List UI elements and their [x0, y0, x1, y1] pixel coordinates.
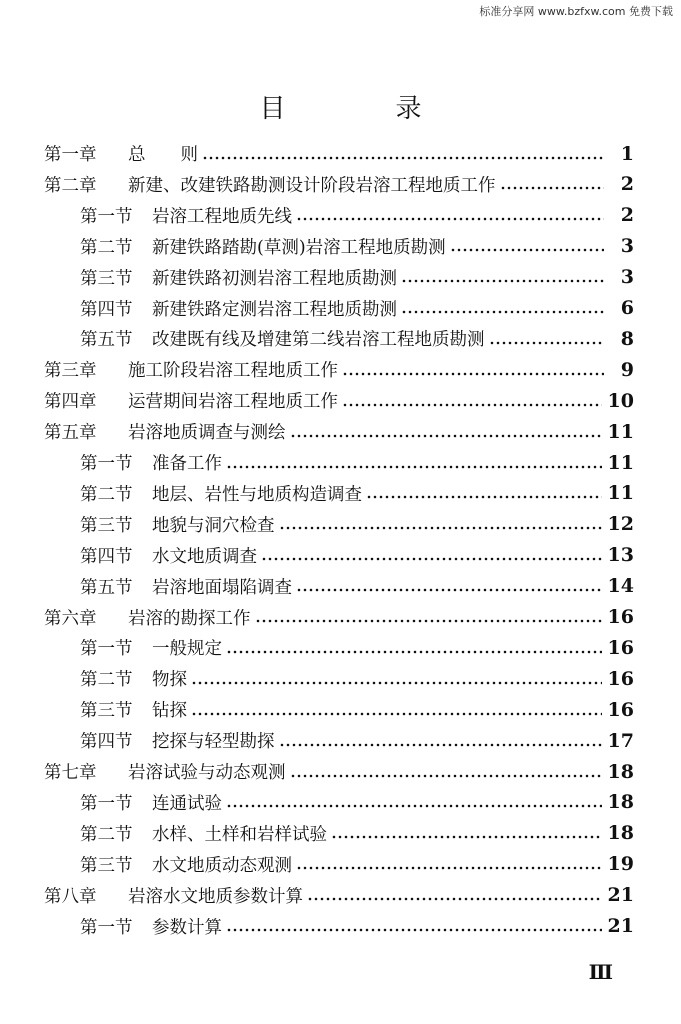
toc-entry-page: 9	[620, 358, 634, 381]
toc-entry-number: 第一节	[80, 206, 133, 227]
dot-leader	[279, 743, 602, 747]
toc-entry-label: 参数计算	[152, 917, 222, 938]
toc-entry-label: 挖探与轻型勘探	[152, 732, 275, 753]
toc-chapter-entry	[44, 138, 634, 169]
toc-section-entry	[80, 818, 634, 849]
dot-leader	[279, 526, 602, 530]
toc-section-entry	[80, 293, 634, 324]
toc-entry-page: 2	[620, 173, 634, 196]
dot-leader	[401, 310, 604, 314]
toc-entry-label: 地貌与洞穴检查	[152, 515, 275, 536]
toc-entry-number: 第四节	[80, 299, 133, 320]
toc-entry-number: 第一节	[80, 793, 133, 814]
toc-entry-number: 第二节	[80, 484, 133, 505]
toc-entry-number: 第二章	[44, 175, 97, 196]
toc-chapter-entry	[44, 385, 634, 416]
toc-entry-number: 第一章	[44, 145, 97, 165]
toc-section-entry	[80, 694, 634, 725]
table-of-contents	[0, 138, 681, 958]
toc-entry-page: 21	[607, 884, 634, 907]
dot-leader	[450, 248, 604, 252]
toc-section-entry	[80, 911, 634, 942]
toc-entry-label: 运营期间岩溶工程地质工作	[128, 392, 338, 413]
toc-entry-number: 第四节	[80, 546, 133, 567]
toc-entry-number: 第二节	[80, 824, 133, 845]
toc-entry-number: 第八章	[44, 886, 97, 907]
toc-entry-label: 岩溶水文地质参数计算	[128, 886, 303, 907]
toc-entry-label: 地层、岩性与地质构造调查	[152, 484, 362, 505]
toc-section-entry	[80, 571, 634, 602]
toc-entry-number: 第四章	[44, 392, 97, 413]
title-char-left: 目	[259, 94, 286, 124]
toc-section-entry	[80, 323, 634, 354]
toc-entry-page: 18	[607, 822, 634, 845]
toc-entry-page: 18	[607, 791, 634, 814]
toc-entry-page: 21	[607, 915, 634, 937]
dot-leader	[191, 712, 602, 716]
toc-entry-number: 第三节	[80, 855, 133, 876]
toc-entry-page: 2	[620, 204, 634, 227]
toc-section-entry	[80, 849, 634, 880]
toc-entry-number: 第四节	[80, 732, 133, 753]
toc-entry-page: 1	[620, 142, 634, 165]
toc-entry-number: 第五节	[80, 577, 133, 598]
toc-chapter-entry	[44, 169, 634, 200]
toc-section-entry	[80, 540, 634, 571]
toc-chapter-entry	[44, 756, 634, 787]
dot-leader	[296, 866, 602, 870]
dot-leader	[226, 650, 602, 654]
toc-entry-number: 第三节	[80, 515, 133, 536]
toc-chapter-entry	[44, 416, 634, 447]
toc-entry-label: 岩溶工程地质先线	[152, 206, 292, 227]
toc-section-entry	[80, 478, 634, 509]
dot-leader	[226, 465, 602, 469]
toc-entry-page: 16	[607, 636, 634, 659]
dot-leader	[191, 681, 602, 685]
toc-entry-label: 岩溶的勘探工作	[128, 608, 251, 629]
toc-entry-label: 水样、土样和岩样试验	[152, 824, 327, 845]
toc-entry-label: 施工阶段岩溶工程地质工作	[128, 361, 338, 382]
toc-entry-label: 一般规定	[152, 639, 222, 660]
dot-leader	[226, 928, 602, 932]
toc-entry-number: 第六章	[44, 608, 97, 629]
toc-entry-label: 准备工作	[152, 454, 222, 474]
toc-section-entry	[80, 509, 634, 540]
toc-entry-label: 水文地质动态观测	[152, 855, 292, 876]
dot-leader	[290, 434, 602, 438]
dot-leader	[342, 372, 604, 376]
toc-entry-page: 16	[607, 667, 634, 690]
toc-entry-label: 水文地质调查	[152, 546, 257, 567]
toc-entry-page: 8	[620, 327, 634, 350]
toc-entry-label: 新建铁路踏勘(草测)岩溶工程地质勘测	[152, 237, 446, 258]
toc-section-entry	[80, 231, 634, 262]
toc-section-entry	[80, 787, 634, 818]
toc-entry-page: 13	[607, 544, 634, 567]
toc-chapter-entry	[44, 602, 634, 633]
toc-entry-page: 12	[607, 513, 634, 536]
toc-entry-page: 14	[607, 575, 634, 598]
toc-entry-page: 18	[607, 760, 634, 783]
toc-entry-number: 第三节	[80, 268, 133, 289]
toc-entry-label: 改建既有线及增建第二线岩溶工程地质勘测	[152, 330, 485, 351]
toc-entry-number: 第三节	[80, 701, 133, 722]
dot-leader	[226, 804, 602, 808]
dot-leader	[342, 403, 602, 407]
page-folio: Ⅲ	[588, 960, 613, 984]
toc-entry-label: 岩溶地面塌陷调查	[152, 577, 292, 598]
toc-chapter-entry	[44, 880, 634, 911]
dot-leader	[255, 619, 602, 623]
toc-section-entry	[80, 663, 634, 694]
dot-leader	[261, 557, 602, 561]
toc-entry-label: 总 则	[128, 145, 198, 165]
dot-leader	[489, 341, 605, 345]
dot-leader	[202, 156, 604, 160]
watermark-text: 标准分享网 www.bzfxw.com 免费下载	[479, 5, 673, 18]
toc-chapter-entry	[44, 354, 634, 385]
toc-entry-label: 岩溶试验与动态观测	[128, 763, 286, 783]
toc-entry-number: 第一节	[80, 917, 133, 938]
toc-section-entry	[80, 632, 634, 663]
toc-entry-label: 钻探	[152, 701, 187, 722]
dot-leader	[500, 186, 605, 190]
dot-leader	[331, 835, 602, 839]
toc-entry-number: 第一节	[80, 639, 133, 660]
toc-entry-page: 11	[607, 451, 634, 474]
toc-section-entry	[80, 725, 634, 756]
toc-entry-number: 第二节	[80, 670, 133, 691]
toc-entry-page: 6	[620, 297, 634, 319]
toc-entry-page: 11	[607, 420, 634, 443]
toc-entry-number: 第一节	[80, 454, 133, 474]
toc-entry-number: 第三章	[44, 361, 97, 382]
toc-entry-page: 19	[607, 853, 634, 876]
toc-entry-label: 物探	[152, 670, 187, 691]
toc-entry-number: 第五章	[44, 423, 97, 444]
toc-entry-page: 16	[607, 606, 634, 628]
dot-leader	[366, 495, 602, 499]
toc-entry-number: 第七章	[44, 763, 97, 783]
toc-entry-page: 11	[607, 482, 634, 505]
toc-entry-page: 10	[607, 389, 634, 412]
toc-entry-page: 3	[620, 235, 634, 258]
page-title	[0, 88, 681, 125]
title-char-right: 录	[395, 94, 422, 124]
toc-section-entry	[80, 447, 634, 478]
dot-leader	[401, 279, 604, 283]
toc-entry-label: 新建铁路初测岩溶工程地质勘测	[152, 268, 397, 289]
toc-section-entry	[80, 262, 634, 293]
dot-leader	[290, 774, 602, 778]
toc-entry-label: 连通试验	[152, 793, 222, 814]
toc-entry-page: 17	[607, 729, 634, 752]
toc-entry-number: 第五节	[80, 330, 133, 351]
toc-entry-number: 第二节	[80, 237, 133, 258]
toc-entry-label: 岩溶地质调查与测绘	[128, 423, 286, 444]
toc-entry-page: 16	[607, 698, 634, 721]
toc-entry-label: 新建、改建铁路勘测设计阶段岩溶工程地质工作	[128, 175, 496, 196]
toc-entry-label: 新建铁路定测岩溶工程地质勘测	[152, 299, 397, 320]
toc-entry-page: 3	[620, 266, 634, 289]
toc-section-entry	[80, 200, 634, 231]
dot-leader	[296, 588, 602, 592]
dot-leader	[307, 897, 602, 901]
dot-leader	[296, 217, 604, 221]
